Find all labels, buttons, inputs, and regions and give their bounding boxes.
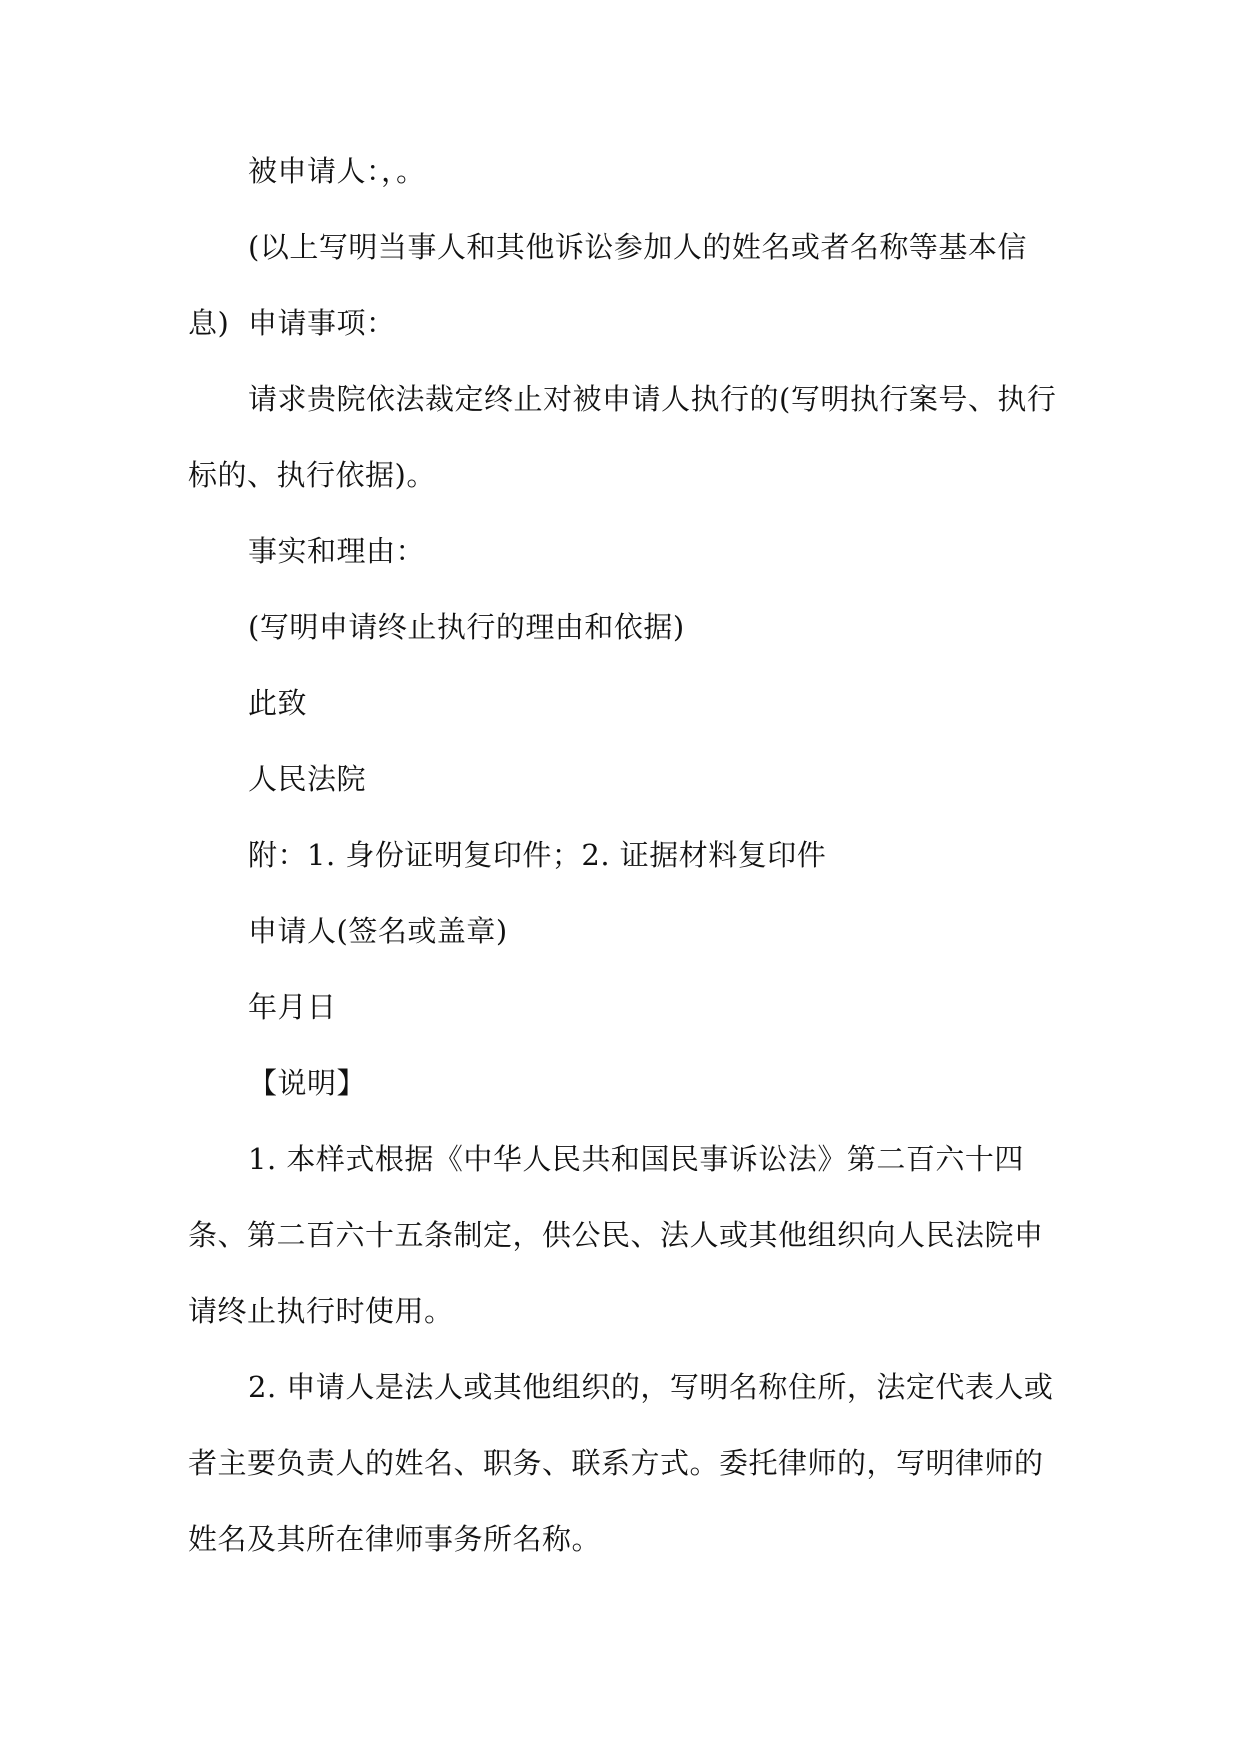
court-name: 人民法院: [248, 762, 367, 796]
date-line: 年月日: [248, 990, 337, 1024]
facts-reasons-heading: 事实和理由：: [248, 534, 426, 568]
application-items-body: 请求贵院依法裁定终止对被申请人执行的(写明执行案号、执行标的、执行依据)。: [188, 382, 1057, 492]
attachments-line: 附：1. 身份证明复印件；2. 证据材料复印件: [248, 838, 827, 872]
facts-reasons-note: (写明申请终止执行的理由和依据): [248, 610, 685, 644]
notes-heading: 【说明】: [248, 1066, 367, 1100]
applicant-signature-line: 申请人(签名或盖章): [248, 914, 508, 948]
application-items-heading: 申请事项：: [248, 306, 396, 340]
parties-note: (以上写明当事人和其他诉讼参加人的姓名或者名称等基本信息): [188, 230, 1027, 340]
note-item-1: 1. 本样式根据《中华人民共和国民事诉讼法》第二百六十四条、第二百六十五条制定，供公民、法人或其他组织向人民法院申请终止执行时使用。: [188, 1142, 1044, 1328]
note-item-2: 2. 申请人是法人或其他组织的，写明名称住所，法定代表人或者主要负责人的姓名、职务、联系方式。委托律师的，写明律师的姓名及其所在律师事务所名称。: [188, 1370, 1054, 1556]
respondent-line: 被申请人：，。: [248, 154, 426, 188]
salutation: 此致: [248, 686, 308, 720]
